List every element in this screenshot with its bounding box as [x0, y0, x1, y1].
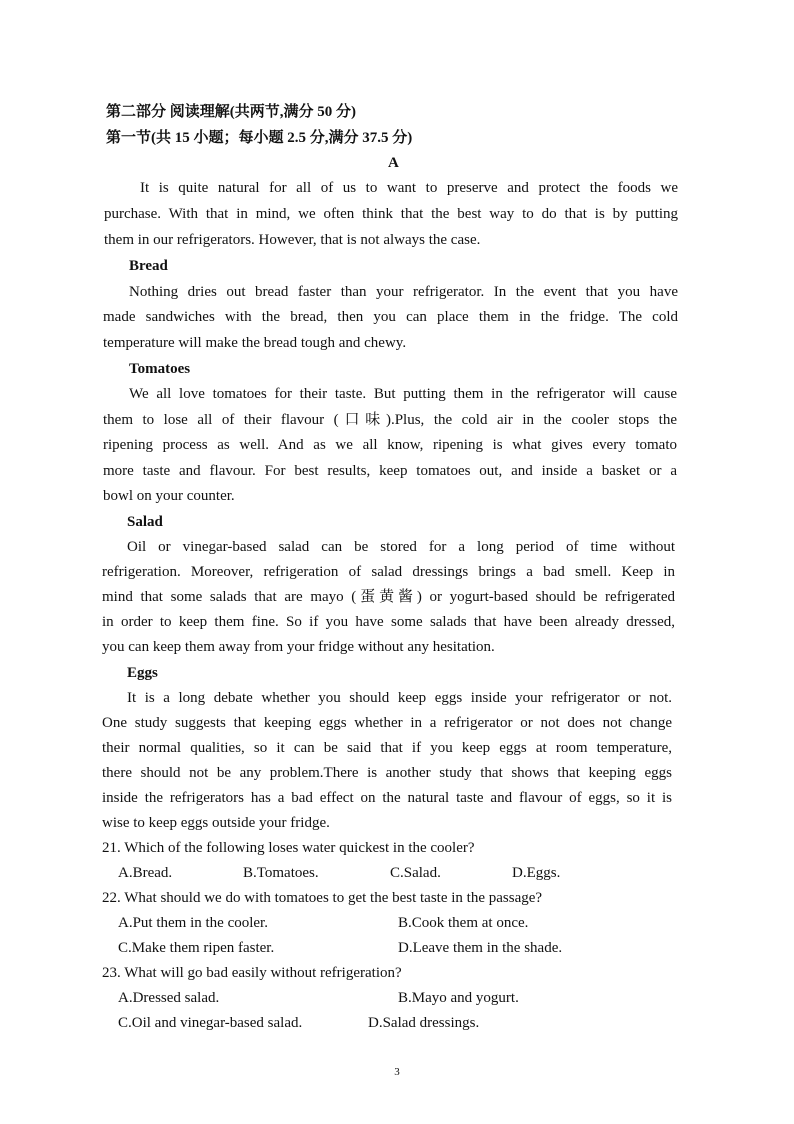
tomatoes-line-4: more taste and flavour. For best results, keep tomatoes out, and inside a basket or a [103, 463, 677, 479]
salad-line-3: mind that some salads that are mayo (蛋黄酱) or yogurt-based should be refrigerated [102, 589, 675, 605]
intro-line-3: them in our refrigerators. However, that is not always the case. [104, 232, 481, 248]
tomatoes-line-3: ripening process as well. And as we all know, ripening is what gives every tomato [103, 437, 677, 453]
tomatoes-line-5: bowl on your counter. [103, 488, 235, 504]
bread-line-2: made sandwiches with the bread, then you can place them in the fridge. The cold [103, 309, 678, 325]
salad-line-5: you can keep them away from your fridge without any hesitation. [102, 639, 495, 655]
question-23-option-b: B.Mayo and yogurt. [398, 990, 519, 1006]
question-21-option-c: C.Salad. [390, 865, 441, 881]
heading-bread: Bread [129, 258, 168, 274]
salad-line-2: refrigeration. Moreover, refrigeration of salad dressings brings a bad smell. Keep in [102, 564, 675, 580]
intro-line-2: purchase. With that in mind, we often think that the best way to do that is by putting [104, 206, 678, 222]
heading-salad: Salad [127, 514, 163, 530]
bread-line-3: temperature will make the bread tough and chewy. [103, 335, 407, 351]
question-21-option-a: A.Bread. [118, 865, 173, 881]
question-22-option-d: D.Leave them in the shade. [398, 940, 563, 956]
question-22-stem: 22. What should we do with tomatoes to get the best taste in the passage? [102, 890, 543, 906]
page-number: 3 [394, 1066, 400, 1078]
question-23-option-a: A.Dressed salad. [118, 990, 220, 1006]
tomatoes-line-1: We all love tomatoes for their taste. But putting them in the refrigerator will cause [129, 386, 677, 402]
salad-line-1: Oil or vinegar-based salad can be stored for a long period of time without [127, 539, 675, 555]
intro-line-1: It is quite natural for all of us to want to preserve and protect the foods we [140, 180, 678, 196]
eggs-line-3: their normal qualities, so it can be said that if you keep eggs at room temperature, [102, 740, 672, 756]
question-23-stem: 23. What will go bad easily without refrigeration? [102, 965, 402, 981]
eggs-line-6: wise to keep eggs outside your fridge. [102, 815, 330, 831]
question-23-option-d: D.Salad dressings. [368, 1015, 480, 1031]
heading-eggs: Eggs [127, 665, 158, 681]
question-21-option-b: B.Tomatoes. [243, 865, 319, 881]
heading-tomatoes: Tomatoes [129, 361, 191, 377]
eggs-line-4: there should not be any problem.There is another study that shows that keeping eggs [102, 765, 672, 781]
question-22-option-b: B.Cook them at once. [398, 915, 529, 931]
section-title: 第一节(共 15 小题；每小题 2.5 分,满分 37.5 分) [106, 130, 413, 146]
salad-line-4: in order to keep them fine. So if you have some salads that have been already dressed, [102, 614, 675, 630]
question-22-option-a: A.Put them in the cooler. [118, 915, 268, 931]
bread-line-1: Nothing dries out bread faster than your refrigerator. In the event that you have [129, 284, 678, 300]
question-22-option-c: C.Make them ripen faster. [118, 940, 275, 956]
tomatoes-line-2: them to lose all of their flavour (口味).Plus, the cold air in the cooler stops the [103, 412, 677, 428]
question-23-option-c: C.Oil and vinegar-based salad. [118, 1015, 303, 1031]
eggs-line-1: It is a long debate whether you should keep eggs inside your refrigerator or not. [127, 690, 672, 706]
eggs-line-2: One study suggests that keeping eggs whether in a refrigerator or not does not change [102, 715, 672, 731]
part-title: 第二部分 阅读理解(共两节,满分 50 分) [106, 104, 356, 120]
question-21-stem: 21. Which of the following loses water quickest in the cooler? [102, 840, 475, 856]
passage-label: A [388, 155, 399, 171]
question-21-option-d: D.Eggs. [512, 865, 561, 881]
eggs-line-5: inside the refrigerators has a bad effect on the natural taste and flavour of eggs, so it is [102, 790, 672, 806]
